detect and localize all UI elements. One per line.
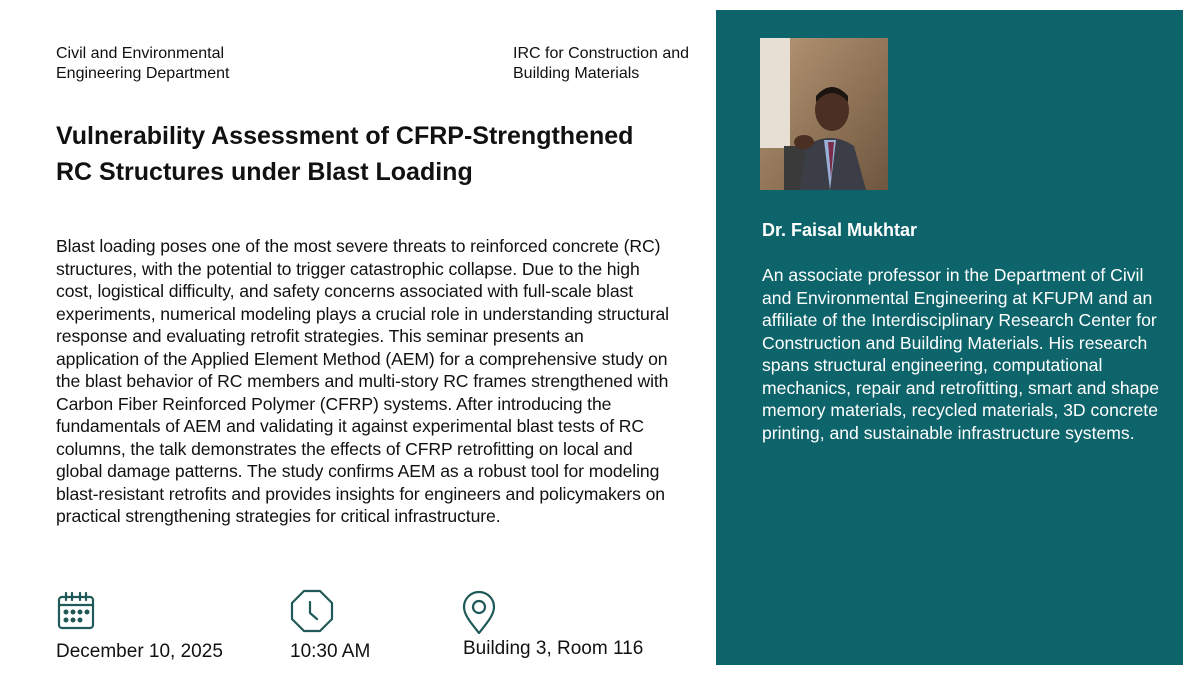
department-line-1: Civil and Environmental — [56, 45, 225, 62]
speaker-bio: An associate professor in the Department of Civil and Environmental Engineering at KFUPM and an affiliate of the Interdisciplinary Research Center for Construction and Building Materials. His research spans structural engineering, computational mechanics, repair and retrofitting, smart and shape memory materials, recycled materials, 3D concrete printing, and sustainable infrastructure systems. — [762, 265, 1160, 443]
irc-line-2: Building Materials — [513, 65, 640, 82]
department-label — [56, 44, 316, 84]
calendar-icon — [56, 591, 96, 631]
clock-icon — [290, 589, 334, 633]
event-location: Building 3, Room 116 — [463, 638, 644, 659]
seminar-title: Vulnerability Assessment of CFRP-Strengthened RC Structures under Blast Loading — [56, 122, 634, 186]
seminar-abstract: Blast loading poses one of the most severe threats to reinforced concrete (RC) structures, with the potential to trigger catastrophic collapse. Due to the high cost, logistical difficulty, and safety concerns associated with full-scale blast experiments, numerical modeling plays a crucial role in understanding structural response and evaluating retrofit strategies. This seminar presents an application of the Applied Element Method (AEM) for a comprehensive study on the blast behavior of RC members and multi-story RC frames strengthened with Carbon Fiber Reinforced Polymer (CFRP) systems. After introducing the fundamentals of AEM and validating it against experimental blast tests of RC columns, the talk demonstrates the effects of CFRP retrofitting on local and global damage patterns. The study confirms AEM as a robust tool for modeling blast-resistant retrofits and provides insights for engineers and policymakers on practical strengthening strategies for critical infrastructure. — [56, 236, 669, 526]
event-time: 10:30 AM — [290, 641, 371, 662]
speaker-panel — [716, 10, 1183, 665]
department-line-2: Engineering Department — [56, 65, 230, 82]
irc-line-1: IRC for Construction and — [513, 45, 690, 62]
location-pin-icon — [461, 591, 497, 635]
irc-label — [513, 44, 713, 84]
event-date: December 10, 2025 — [56, 641, 223, 662]
speaker-name: Dr. Faisal Mukhtar — [762, 220, 918, 240]
speaker-photo — [760, 38, 888, 190]
